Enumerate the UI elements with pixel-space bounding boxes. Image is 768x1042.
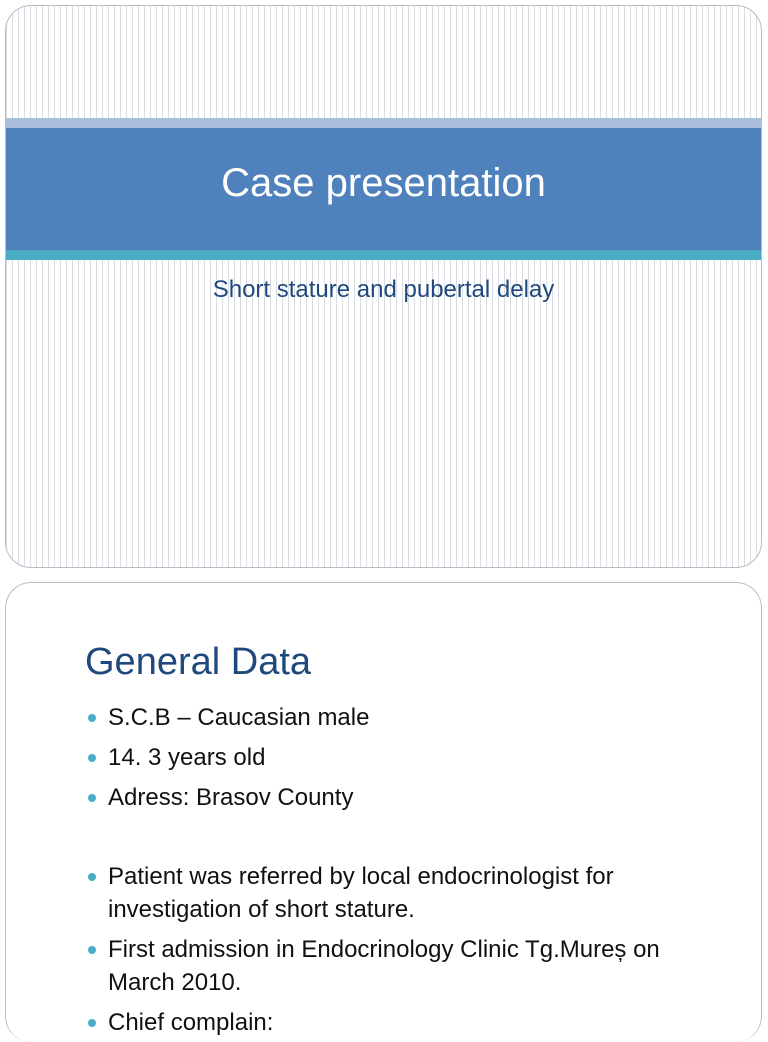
bullet-icon xyxy=(88,794,96,802)
title-band-top-stripe xyxy=(6,118,761,128)
slide-heading: General Data xyxy=(85,641,312,683)
list-item xyxy=(85,860,725,926)
content-slide xyxy=(5,582,762,1042)
bullet-icon xyxy=(88,754,96,762)
title-slide xyxy=(5,5,762,568)
bullet-text: Chief complain: xyxy=(108,1009,274,1036)
title-band-bottom-stripe xyxy=(6,250,761,260)
list-item xyxy=(85,701,725,734)
slide-title: Case presentation xyxy=(221,160,546,205)
bullet-list xyxy=(85,701,725,1042)
slide-subtitle: Short stature and pubertal delay xyxy=(212,276,555,303)
bullet-text: 14. 3 years old xyxy=(108,744,266,771)
bullet-icon xyxy=(88,1019,96,1027)
bullet-text: First admission in Endocrinology Clinic Tg.Mureș on March 2010. xyxy=(108,936,660,996)
title-band xyxy=(6,128,761,250)
list-item xyxy=(85,933,725,999)
bullet-icon xyxy=(88,946,96,954)
bullet-text: Adress: Brasov County xyxy=(108,784,354,811)
bullet-icon xyxy=(88,873,96,881)
bullet-text: S.C.B – Caucasian male xyxy=(108,704,370,731)
bullet-text: Patient was referred by local endocrinologist for investigation of short stature. xyxy=(108,863,614,923)
list-item xyxy=(85,741,725,774)
list-item xyxy=(85,1006,725,1039)
bullet-icon xyxy=(88,714,96,722)
list-item xyxy=(85,781,725,814)
